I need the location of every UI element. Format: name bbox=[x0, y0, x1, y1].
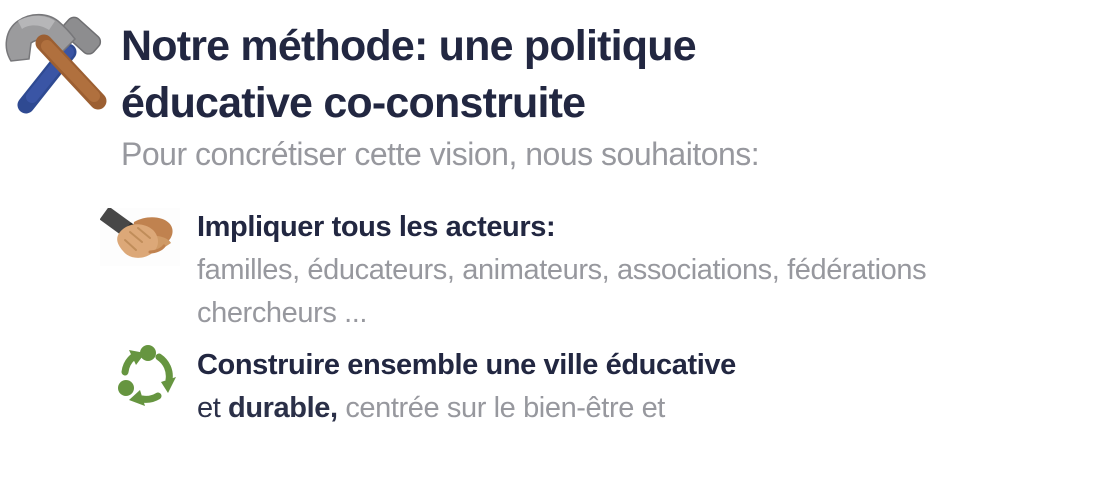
page-title-line2: éducative co-construite bbox=[121, 79, 586, 127]
page-subtitle: Pour concrétiser cette vision, nous souhaitons: bbox=[121, 136, 760, 172]
bullet-construire-line2-rest: centrée sur le bien-être et bbox=[337, 392, 665, 424]
bullet-construire bbox=[197, 344, 736, 430]
hammer-and-tools-icon bbox=[2, 8, 112, 115]
bullet-construire-line2-durable: durable, bbox=[228, 392, 338, 424]
bullet-construire-line2-et: et bbox=[197, 392, 229, 424]
page-title-line1: Notre méthode: une politique bbox=[121, 22, 696, 70]
bullet-impliquer bbox=[197, 206, 926, 335]
cycle-arrows-icon bbox=[112, 344, 184, 408]
bullet-construire-line2 bbox=[197, 387, 736, 430]
bullet-impliquer-body-line2: chercheurs ... bbox=[197, 297, 368, 329]
page-title bbox=[121, 18, 696, 132]
bullet-impliquer-heading: Impliquer tous les acteurs: bbox=[197, 211, 556, 243]
bullet-impliquer-body-line1: familles, éducateurs, animateurs, associations, fédérations bbox=[197, 254, 927, 286]
bullet-construire-heading: Construire ensemble une ville éducative bbox=[197, 349, 736, 381]
handshake-icon bbox=[100, 208, 180, 266]
